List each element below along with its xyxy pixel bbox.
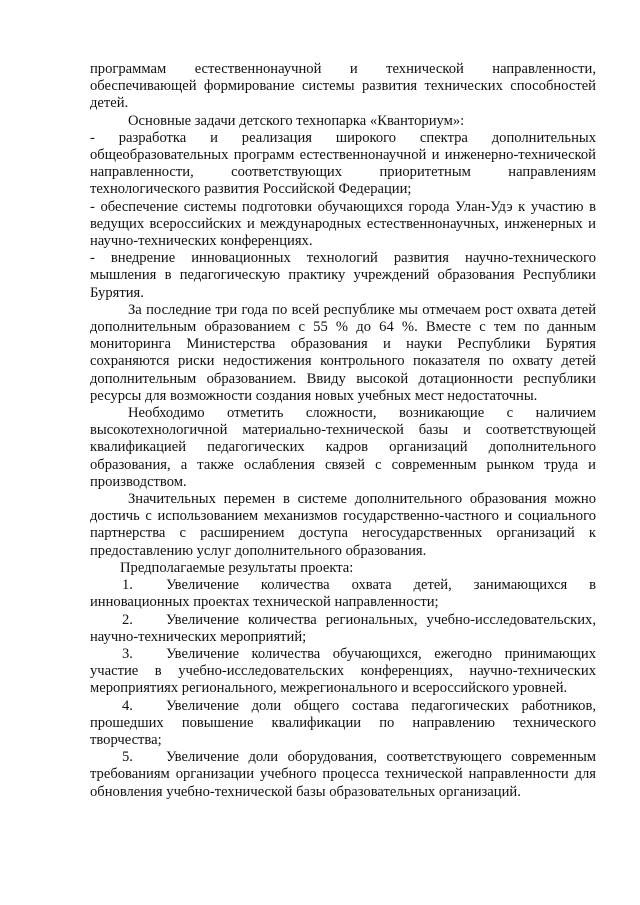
result-text: Увеличение доли оборудования, соответствующего современным требованиям организации учебного процесса технической направленности для обновления учебно-технической базы образовательных организаций. [90,749,596,800]
paragraph-intro-continuation: программам естественнонаучной и технической направленности, обеспечивающей формирование системы развития технических способностей детей. [90,61,596,112]
paragraph-coverage: За последние три года по всей республике мы отмечаем рост охвата детей дополнительным образованием с 55 % до 64 %. Вместе с тем по данным мониторинга Министерства образования и науки Республики Бурятия сохраняются риски недостижения контрольного показателя по охвату детей дополнительным образованием. Ввиду высокой дотационности республики ресурсы для возможности создания новых учебных мест недостаточны. [90,301,596,404]
result-number: 2. [122,611,133,628]
paragraph-difficulties: Необходимо отметить сложности, возникающие с наличием высокотехнологичной материально-технической базы и соответствующей квалификацией педагогических кадров организаций дополнительного образования, а также ослабления связей с современным рынком труда и производством. [90,405,596,490]
result-item [90,749,596,801]
result-text: Увеличение количества обучающихся, ежегодно принимающих участие в учебно-исследовательских конференциях, научно-технических мероприятиях регионального, межрегионального и всероссийского уровней. [90,645,596,697]
result-item [90,698,596,750]
result-number: 3. [122,645,133,662]
result-text: Увеличение доли общего состава педагогических работников, прошедших повышение квалификации по направлению технического творчества; [90,697,596,748]
document-body [90,61,596,801]
task-item: - разработка и реализация широкого спектра дополнительных общеобразовательных программ естественнонаучной и инженерно-технической направленности, соответствующих приоритетным направлениям технологического развития Российской Федерации; [90,129,596,198]
result-number: 4. [122,697,133,714]
result-number: 5. [122,749,133,766]
result-number: 1. [122,577,133,594]
paragraph-partnership: Значительных перемен в системе дополнительного образования можно достичь с использованием механизмов государственно-частного и социального партнерства с расширением доступа негосударственных организаций к предоставлению услуг дополнительного образования. [90,491,596,559]
paragraph-tasks-heading: Основные задачи детского технопарка «Кванториум»: [128,112,465,129]
result-item [90,612,596,646]
result-item [90,646,596,698]
task-item: - обеспечение системы подготовки обучающихся города Улан-Удэ к участию в ведущих всероссийских и международных естественнонаучных, инженерных и научно-технических конференциях. [90,198,596,250]
result-text: Увеличение количества региональных, учебно-исследовательских, научно-технических мероприятий; [90,611,596,645]
task-item: - внедрение инновационных технологий развития научно-технического мышления в педагогическую практику учреждений образования Республики Бурятия. [90,250,596,301]
result-text: Увеличение количества охвата детей, занимающихся в инновационных проектах технической направленности; [90,577,596,611]
result-item [90,577,596,611]
paragraph-results-heading: Предполагаемые результаты проекта: [120,559,354,576]
